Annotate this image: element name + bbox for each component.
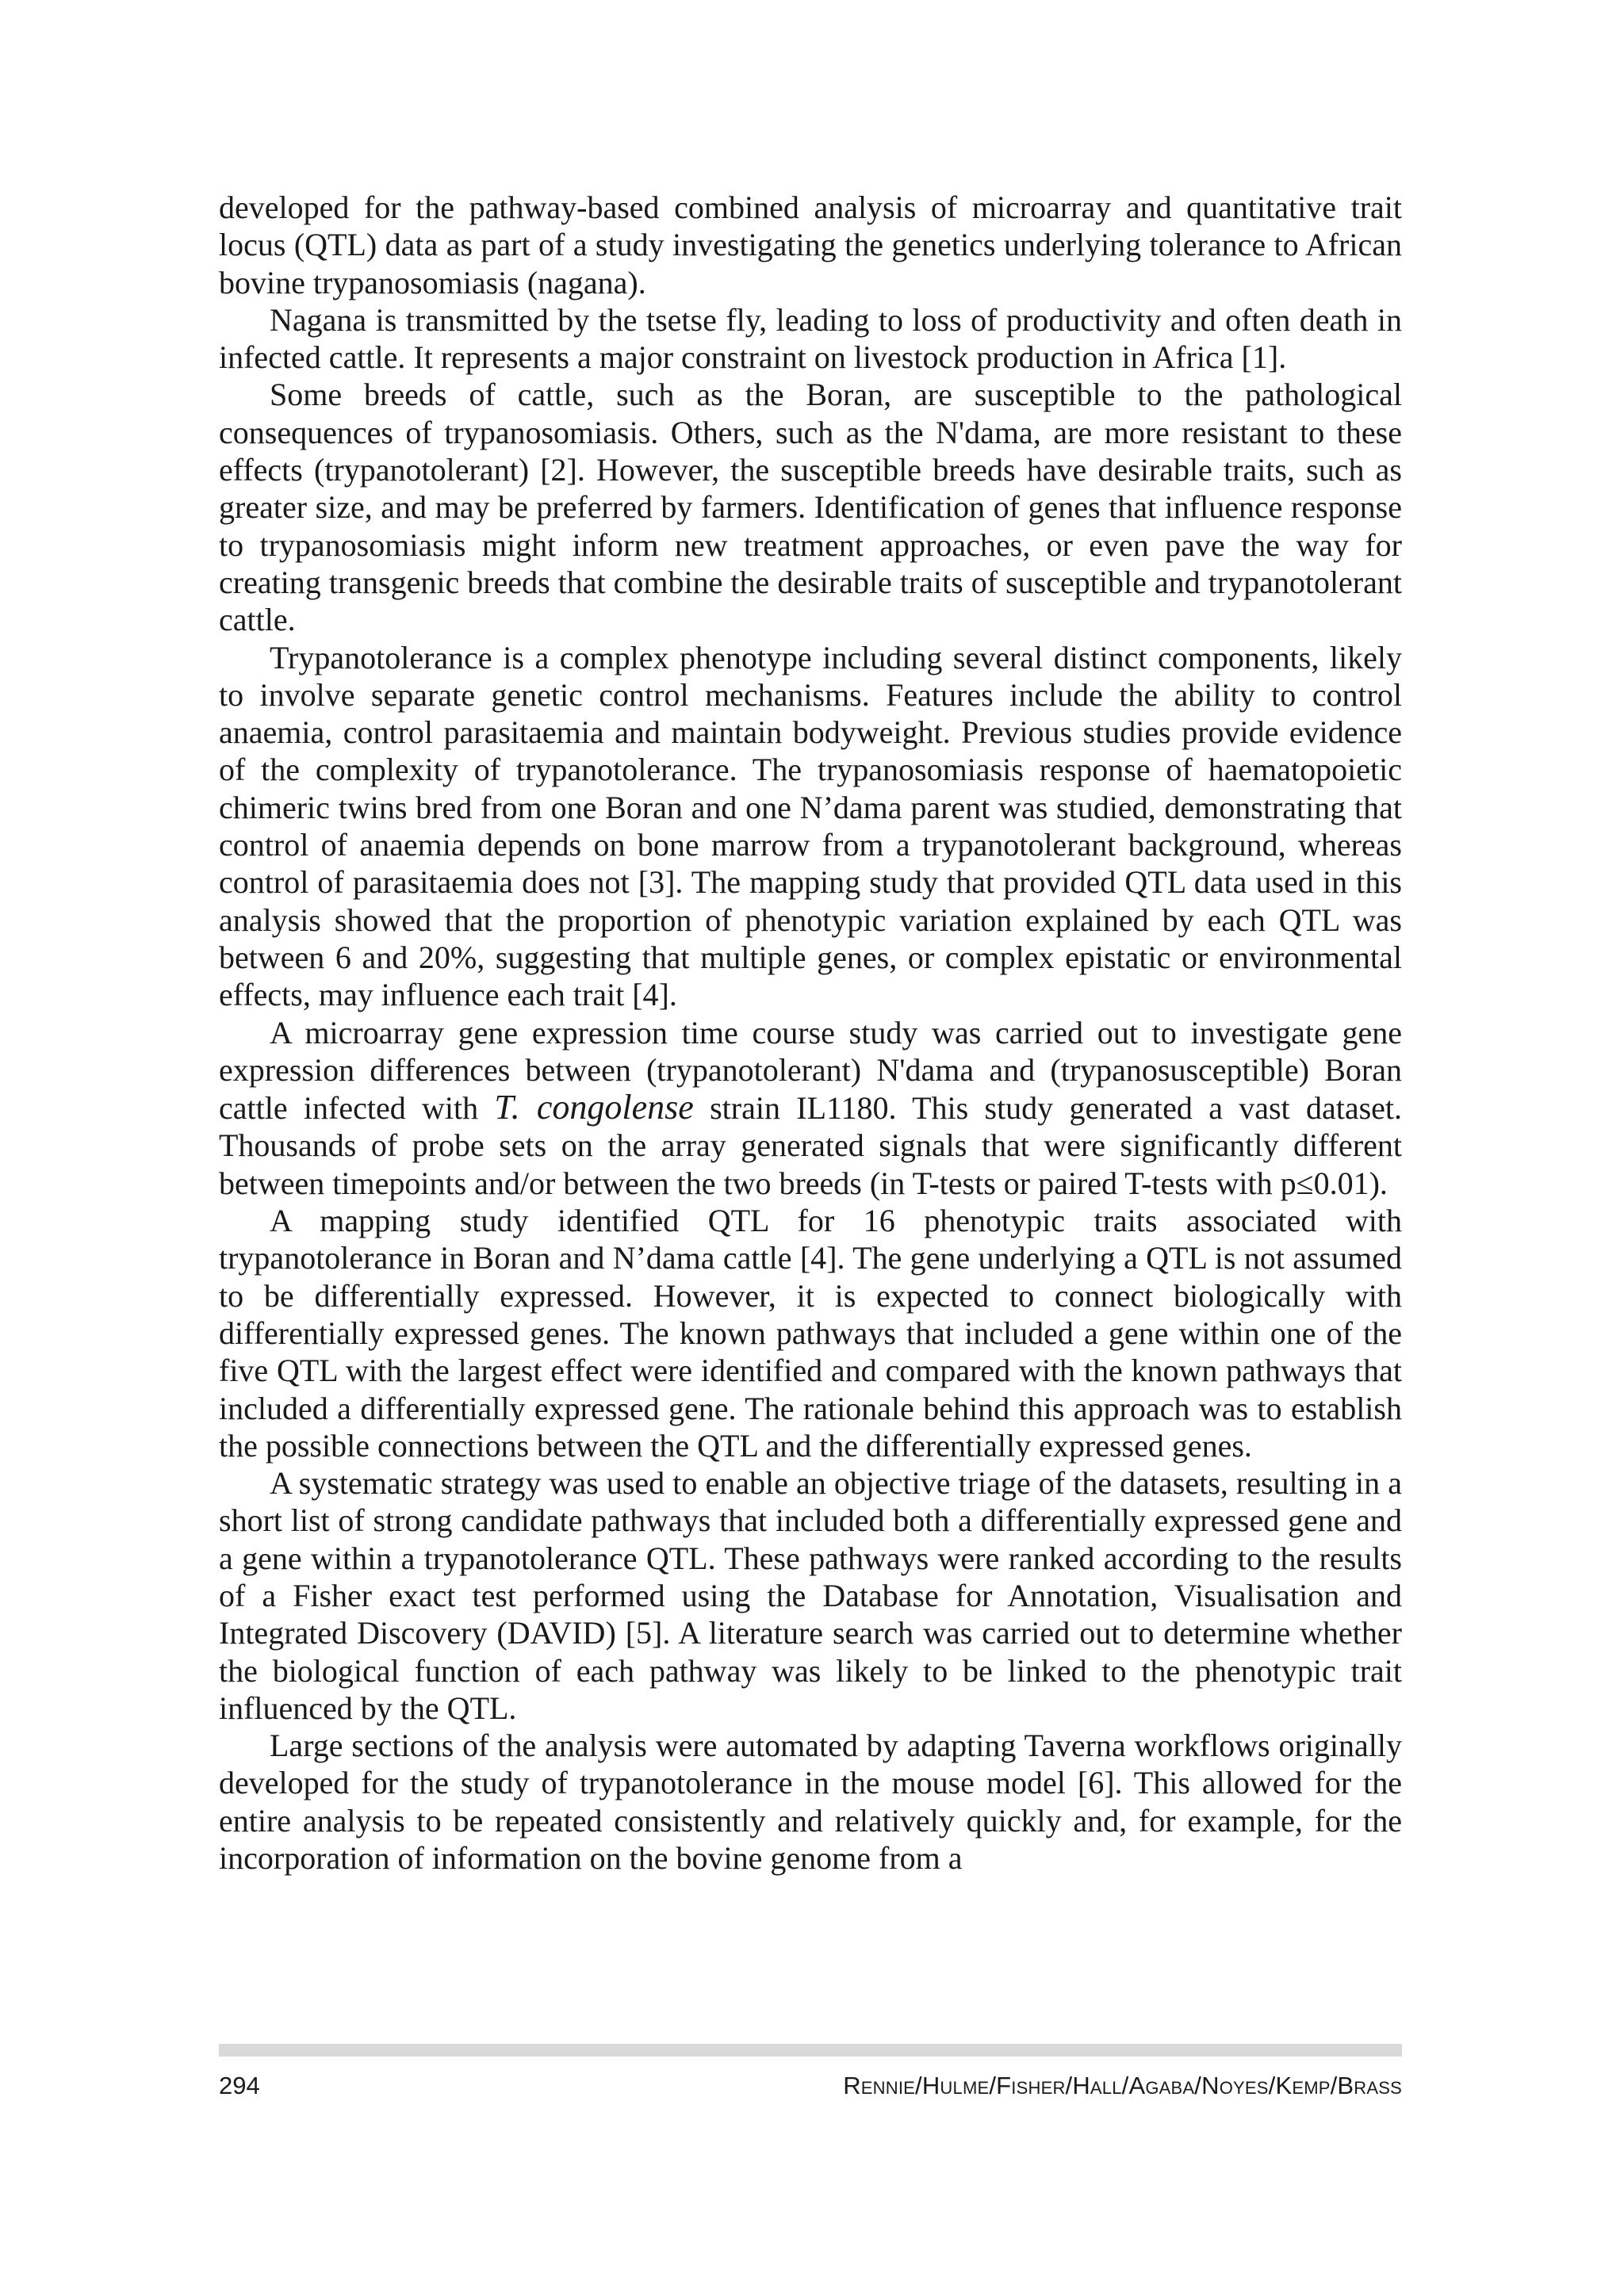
- paragraph-6: A mapping study identified QTL for 16 phenotypic traits associated with trypanotolerance in Boran and N’dama cattle [4]. The gene underlying a QTL is not assumed to be differentially expressed. However, it is expected to connect biologically with differentially expressed genes. The known pathways that included a gene within one of the five QTL with the largest effect were identified and compared with the known pathways that included a differentially expressed gene. The rationale behind this approach was to establish the possible connections between the QTL and the differentially expressed genes.: [219, 1203, 1402, 1464]
- running-authors: Rennie/Hulme/Fisher/Hall/Agaba/Noyes/Kemp/Brass: [843, 2072, 1402, 2099]
- paragraph-5: [219, 1014, 1402, 1202]
- paragraph-2: Nagana is transmitted by the tsetse fly, leading to loss of productivity and often death in infected cattle. It represents a major constraint on livestock production in Africa [1].: [219, 301, 1402, 376]
- paragraph-7: A systematic strategy was used to enable an objective triage of the datasets, resulting in a short list of strong candidate pathways that included both a differentially expressed gene and a gene within a trypanotolerance QTL. These pathways were ranked according to the results of a Fisher exact test performed using the Database for Annotation, Visualisation and Integrated Discovery (DAVID) [5]. A literature search was carried out to determine whether the biological function of each pathway was likely to be linked to the phenotypic trait influenced by the QTL.: [219, 1465, 1402, 1726]
- paragraph-5-end: strain IL1180. This study generated a vast dataset. Thousands of probe sets on the array generated signals that were significantly different between timepoints and/or between the two breeds (in T-tests or paired T-tests with p≤0.01).: [219, 1090, 1403, 1201]
- paragraph-8: Large sections of the analysis were automated by adapting Taverna workflows originally developed for the study of trypanotolerance in the mouse model [6]. This allowed for the entire analysis to be repeated consistently and relatively quickly and, for example, for the incorporation of information on the bovine genome from a: [219, 1728, 1402, 1877]
- footer-rule: [219, 2044, 1402, 2057]
- paragraph-5-start: A microarray gene expression time course study was carried out to investigate gene expression differences between (trypanotolerant) N'dama and (trypanosusceptible) Boran cattle infected with: [219, 1014, 1402, 1127]
- paragraph-4: Trypanotolerance is a complex phenotype including several distinct components, likely to involve separate genetic control mechanisms. Features include the ability to control anaemia, control parasitaemia and maintain bodyweight. Previous studies provide evidence of the complexity of trypanotolerance. The trypanosomiasis response of haematopoietic chimeric twins bred from one Boran and one N’dama parent was studied, demonstrating that control of anaemia depends on bone marrow from a trypanotolerant background, whereas control of parasitaemia does not [3]. The mapping study that provided QTL data used in this analysis showed that the proportion of phenotypic variation explained by each QTL was between 6 and 20%, suggesting that multiple genes, or complex epistatic or environmental effects, may influence each trait [4].: [219, 639, 1402, 1013]
- paragraph-3: Some breeds of cattle, such as the Boran, are susceptible to the pathological consequences of trypanosomiasis. Others, such as the N'dama, are more resistant to these effects (trypanotolerant) [2]. However, the susceptible breeds have desirable traits, such as greater size, and may be preferred by farmers. Identification of genes that influence response to trypanosomiasis might inform new treatment approaches, or even pave the way for creating transgenic breeds that combine the desirable traits of susceptible and trypanotolerant cattle.: [219, 377, 1402, 638]
- page-number: 294: [219, 2072, 260, 2099]
- species-name: T. congolense: [494, 1088, 694, 1127]
- page-footer: [219, 2072, 1402, 2100]
- main-text: [219, 189, 1402, 1877]
- page-body: [219, 189, 1402, 1877]
- paragraph-1: developed for the pathway-based combined analysis of microarray and quantitative trait locus (QTL) data as part of a study investigating the genetics underlying tolerance to African bovine trypanosomiasis (nagana).: [219, 189, 1402, 300]
